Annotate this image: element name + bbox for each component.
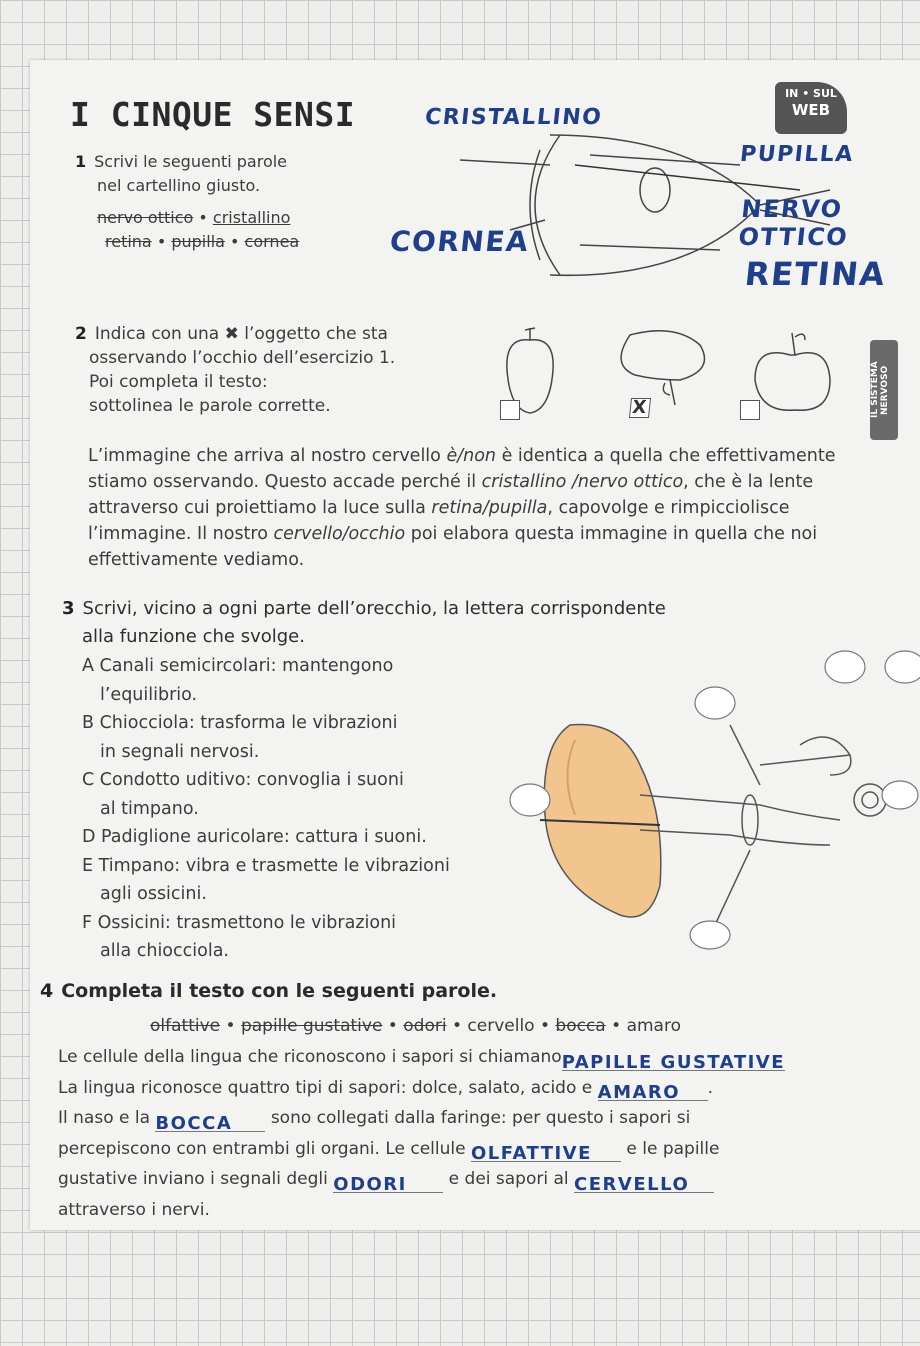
ex4-sentence-1 [58, 1042, 898, 1073]
item-e-line2: agli ossicini. [100, 884, 207, 904]
cochlea [854, 784, 886, 816]
label-circle-4[interactable] [510, 784, 550, 816]
ex2-text-5: poi elabora questa immagine in quella che noi effettivamente vediamo. [88, 524, 818, 570]
ex3-number: 3 [62, 598, 75, 619]
choice-cristallino-nervo[interactable]: cristallino /nervo ottico [481, 472, 684, 492]
word-cristallino: cristallino [212, 208, 291, 227]
item-c-line1: C Condotto uditivo: convoglia i suoni [82, 770, 404, 790]
label-cornea: CORNEA [388, 225, 531, 258]
ex1-number: 1 [75, 152, 87, 171]
ex2-line3: Poi completa il testo: [89, 372, 268, 392]
ex4-s3b-text: sono collegati dalla faringe: per questo i sapori si [270, 1108, 691, 1128]
apple-upside-down-icon [621, 331, 704, 405]
chapter-side-tab: IL SISTEMA NERVOSO [870, 340, 898, 440]
word-cervello: cervello [467, 1016, 535, 1036]
choice-e-non[interactable]: è/non [446, 446, 497, 466]
page-title: I CINQUE SENSI [70, 95, 356, 134]
item-d-line1: D Padiglione auricolare: cattura i suoni. [82, 827, 427, 847]
checkbox-apple-2-checked[interactable]: X [629, 398, 651, 418]
ex4-sentence-6: attraverso i nervi. [58, 1199, 210, 1220]
blank-olfattive[interactable] [471, 1139, 621, 1162]
ex4-sentence-2 [58, 1073, 898, 1104]
ex3-item-a [82, 652, 450, 709]
badge-line2: WEB [791, 101, 831, 119]
apple-options [470, 325, 850, 420]
ex2-paragraph [88, 443, 873, 573]
ex4-s1-text: Le cellule della lingua che riconoscono i sapori si chiamano [58, 1047, 562, 1067]
checkbox-apple-3[interactable] [740, 400, 760, 420]
ex3-item-list [82, 652, 450, 966]
ex4-sentence-4 [58, 1134, 898, 1165]
separator: • [534, 1016, 556, 1036]
word-olfattive: olfattive [150, 1016, 221, 1036]
ex3-instruction-line2: alla funzione che svolge. [82, 626, 305, 647]
apple-upright-wide-icon [755, 333, 830, 410]
word-retina: retina [105, 232, 152, 251]
ex3-item-d [82, 823, 450, 852]
label-circle-3[interactable] [695, 687, 735, 719]
choice-cervello-occhio[interactable]: cervello/occhio [273, 524, 406, 544]
item-b-line2: in segnali nervosi. [100, 741, 260, 762]
ex4-s3a-text: Il naso e la [58, 1108, 150, 1128]
ex3-instructions [62, 595, 666, 651]
ex4-heading [40, 980, 497, 1002]
eyeball-outline [550, 135, 760, 275]
ex3-item-b [82, 709, 450, 766]
x-mark-icon: ✖ [224, 324, 239, 344]
ex2-text-1: L’immagine che arriva al nostro cervello [88, 446, 447, 466]
blank-papille[interactable] [562, 1048, 785, 1071]
ex4-s5a-text: gustative inviano i segnali degli [58, 1169, 328, 1189]
word-pupilla: pupilla [171, 232, 225, 251]
line-retina [580, 245, 720, 250]
ex1-instruction-line2: nel cartellino giusto. [97, 176, 261, 195]
ex3-item-f [82, 909, 450, 966]
checkbox-apple-1[interactable] [500, 400, 520, 420]
ex2-instructions [75, 322, 395, 418]
word-nervo-ottico: nervo ottico [97, 208, 194, 227]
answer-odori: ODORI [333, 1173, 407, 1195]
line-to-label-2 [730, 725, 760, 785]
answer-papille: PAPILLE GUSTATIVE [561, 1051, 786, 1073]
ex3-instruction-line1: Scrivi, vicino a ogni parte dell’orecchio, la lettera corrispondente [82, 598, 666, 619]
label-circle-5[interactable] [690, 921, 730, 949]
ex1-instructions [75, 150, 299, 254]
ex4-s4a-text: percepiscono con entrambi gli organi. Le cellule [58, 1138, 466, 1159]
blank-bocca[interactable] [155, 1109, 265, 1132]
item-a-line2: l’equilibrio. [100, 684, 198, 705]
label-retina: RETINA [743, 255, 888, 293]
ex1-instruction-line1: Scrivi le seguenti parole [94, 152, 288, 171]
ex2-text-4: , capovolge e rimpicciolisce l’immagine. Il nostro [88, 498, 790, 544]
ex4-sentence-3 [58, 1103, 898, 1134]
ex2-line4: sottolinea le parole corrette. [89, 396, 331, 416]
choice-retina-pupilla[interactable]: retina/pupilla [431, 498, 548, 518]
blank-cervello[interactable] [574, 1170, 714, 1193]
ex4-instruction: Completa il testo con le seguenti parole. [61, 980, 498, 1002]
ex2-text-3: , che è la lente attraverso cui proiettiamo la luce sulla [88, 472, 814, 518]
ex4-s4b-text: e le papille [626, 1138, 720, 1159]
ex4-s5b-text: e dei sapori al [448, 1169, 569, 1189]
eye-front [535, 135, 560, 275]
label-pupilla: PUPILLA [738, 142, 856, 167]
separator: • [193, 208, 213, 227]
ex4-number: 4 [40, 980, 54, 1002]
answer-bocca: BOCCA [155, 1112, 233, 1134]
word-papille-gustative: papille gustative [240, 1016, 383, 1036]
label-circle-1[interactable] [825, 651, 865, 683]
blank-amaro[interactable] [598, 1078, 708, 1101]
ex4-s2-end: . [707, 1077, 714, 1098]
answer-olfattive: OLFATTIVE [470, 1143, 592, 1164]
ear-diagram [500, 645, 920, 955]
label-circle-2[interactable] [885, 651, 920, 683]
line-cristallino [575, 165, 800, 190]
ex4-sentence-5 [58, 1164, 898, 1195]
ear-canal-lower [640, 830, 830, 845]
separator: • [605, 1016, 627, 1036]
ex2-number: 2 [75, 324, 87, 344]
item-e-line1: E Timpano: vibra e trasmette le vibrazioni [82, 855, 450, 876]
word-odori: odori [403, 1016, 447, 1036]
item-c-line2: al timpano. [100, 798, 199, 819]
label-cristallino: CRISTALLINO [423, 105, 604, 130]
label-nervo-ottico: NERVO OTTICO [737, 195, 850, 251]
answer-amaro: AMARO [597, 1082, 681, 1103]
badge-line1: IN • SUL [785, 87, 837, 100]
separator: • [220, 1016, 241, 1036]
ex1-word-list-2 [75, 230, 299, 254]
separator: • [446, 1016, 468, 1036]
separator: • [224, 232, 245, 251]
item-f-line2: alla chiocciola. [100, 941, 229, 961]
ex3-item-e [82, 852, 450, 909]
word-amaro: amaro [626, 1016, 681, 1036]
label-circle-6[interactable] [882, 781, 918, 809]
separator: • [151, 232, 172, 251]
ex4-s2-text: La lingua riconosce quattro tipi di sapori: dolce, salato, acido e [58, 1077, 593, 1098]
ex1-word-list-1 [75, 206, 299, 230]
line-pupilla [590, 155, 740, 165]
ex2-line2: osservando l’occhio dell’esercizio 1. [89, 348, 396, 368]
item-b-line1: B Chiocciola: trasforma le vibrazioni [82, 713, 398, 733]
item-f-line1: F Ossicini: trasmettono le vibrazioni [82, 912, 397, 933]
line-to-label-bottom [715, 850, 750, 925]
word-bocca: bocca [555, 1016, 606, 1036]
ex2-text-2: è identica a quella che effettivamente stiamo osservando. Questo accade perché il [88, 446, 836, 492]
ear-canal [640, 795, 840, 820]
item-a-line1: A Canali semicircolari: mantengono [82, 656, 394, 676]
ex2-instruction-pre: Indica con una [94, 324, 220, 344]
ex4-word-bank [150, 1013, 681, 1039]
ex3-item-c [82, 766, 450, 823]
word-cornea: cornea [244, 232, 300, 251]
blank-odori[interactable] [333, 1170, 443, 1193]
line-to-label-1 [760, 755, 850, 765]
separator: • [382, 1016, 404, 1036]
ex2-instruction-post: l’oggetto che sta [244, 324, 388, 344]
answer-cervello: CERVELLO [574, 1173, 690, 1195]
ex4-text [58, 1042, 898, 1225]
cochlea-inner [862, 792, 878, 808]
